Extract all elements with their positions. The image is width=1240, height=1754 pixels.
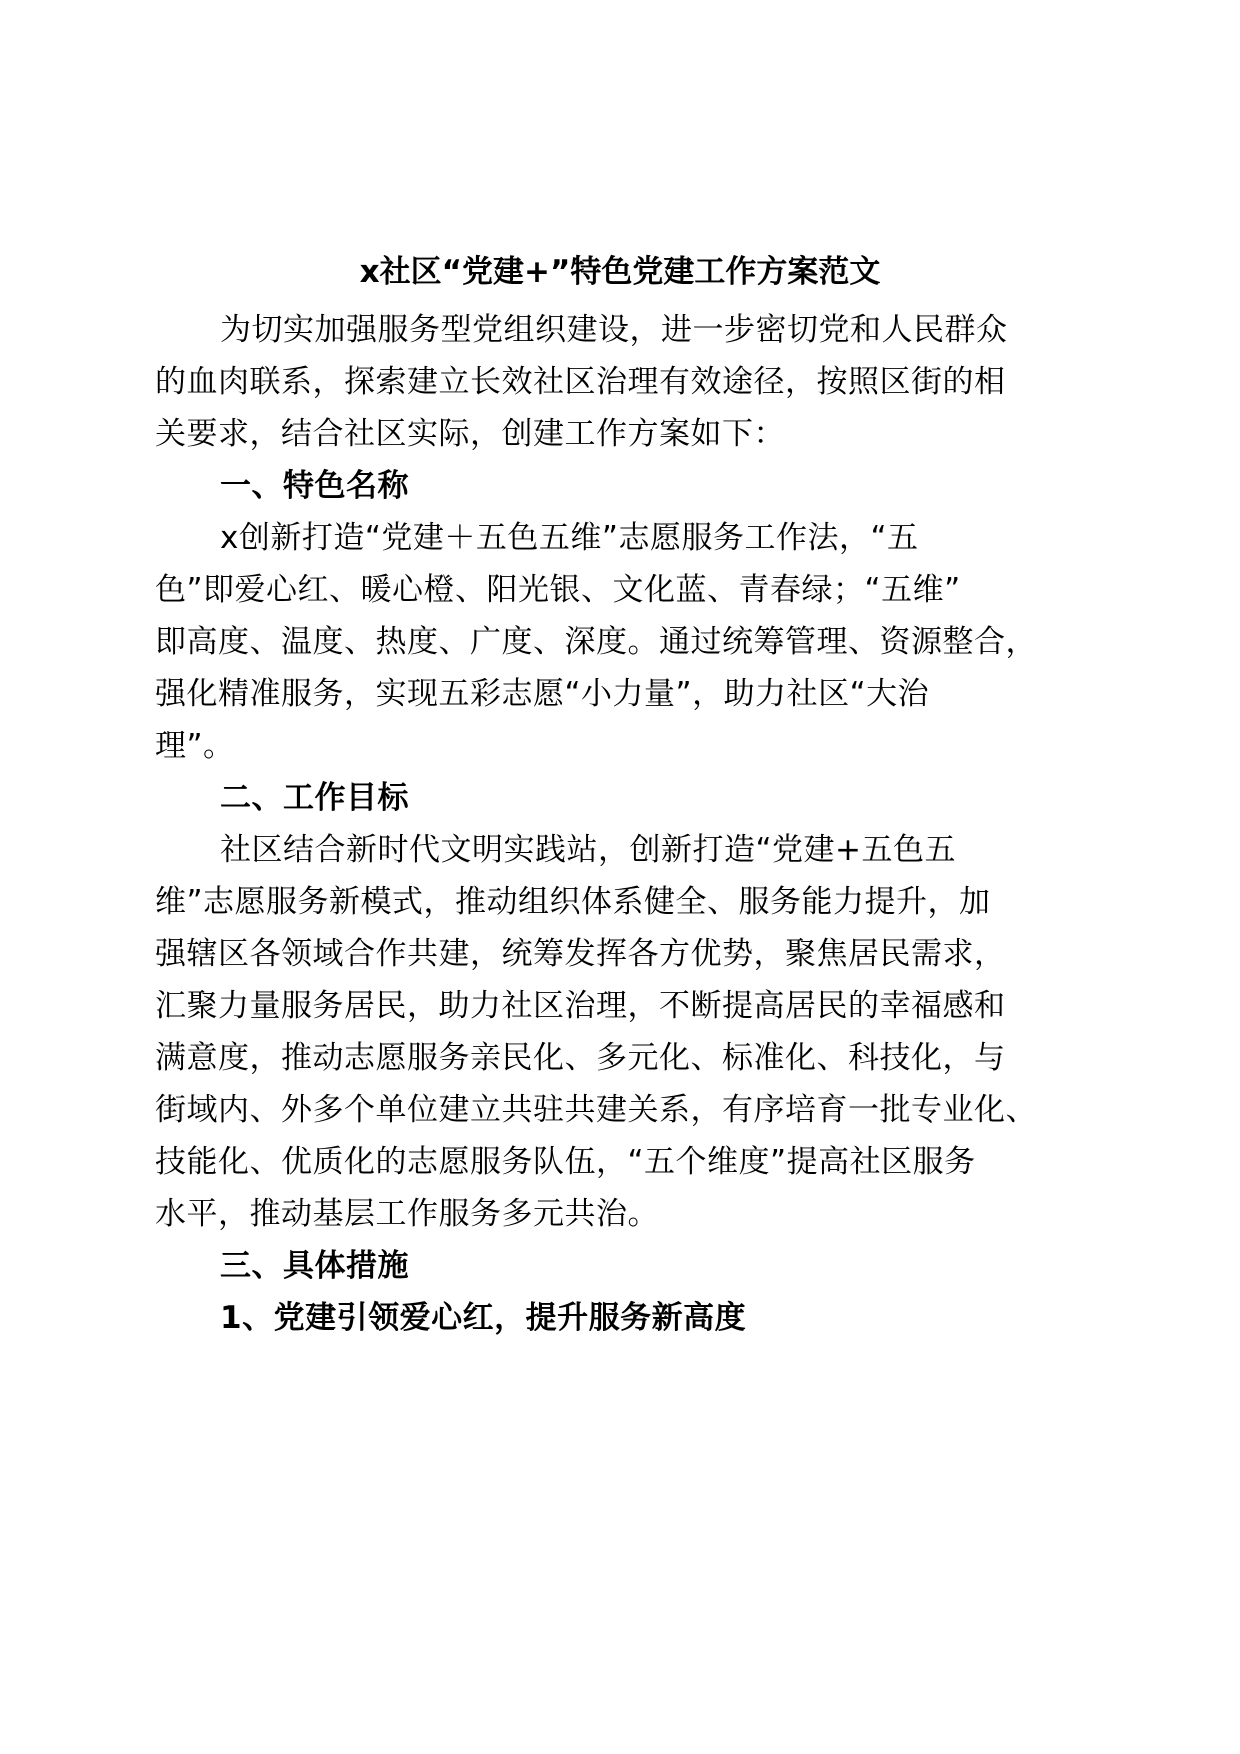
section-2-line-6: 街域内、外多个单位建立共驻共建关系，有序培育一批专业化、 — [155, 1092, 1037, 1128]
section-2-line-5: 满意度，推动志愿服务亲民化、多元化、标准化、科技化，与 — [155, 1040, 1006, 1076]
document-title: x社区“党建+”特色党建工作方案范文 — [359, 254, 881, 290]
intro-line-3: 关要求，结合社区实际，创建工作方案如下： — [155, 416, 785, 452]
section-2-line-2: 维”志愿服务新模式，推动组织体系健全、服务能力提升，加 — [155, 884, 991, 920]
section-3-heading: 三、具体措施 — [220, 1248, 409, 1284]
intro-line-2: 的血肉联系，探索建立长效社区治理有效途径，按照区街的相 — [155, 364, 1006, 400]
section-2-line-1: 社区结合新时代文明实践站，创新打造“党建+五色五 — [220, 832, 957, 868]
section-1-line-4: 强化精准服务，实现五彩志愿“小力量”，助力社区“大治 — [155, 676, 930, 712]
intro-line-1: 为切实加强服务型党组织建设，进一步密切党和人民群众 — [220, 312, 1008, 348]
section-2-line-7: 技能化、优质化的志愿服务队伍，“五个维度”提高社区服务 — [155, 1144, 976, 1180]
section-1-line-2: 色”即爱心红、暖心橙、阳光银、文化蓝、青春绿；“五维” — [155, 572, 961, 608]
section-1-line-3: 即高度、温度、热度、广度、深度。通过统筹管理、资源整合， — [155, 624, 1037, 660]
section-2-heading: 二、工作目标 — [220, 780, 409, 816]
section-2-line-3: 强辖区各领域合作共建，统筹发挥各方优势，聚焦居民需求， — [155, 936, 1006, 972]
section-2-line-4: 汇聚力量服务居民，助力社区治理，不断提高居民的幸福感和 — [155, 988, 1006, 1024]
section-3-subheading-1: 1、党建引领爱心红，提升服务新高度 — [220, 1300, 747, 1336]
section-1-line-5: 理”。 — [155, 728, 235, 764]
section-1-line-1: x创新打造“党建＋五色五维”志愿服务工作法，“五 — [220, 520, 919, 556]
section-1-heading: 一、特色名称 — [220, 468, 409, 504]
section-2-line-8: 水平，推动基层工作服务多元共治。 — [155, 1196, 659, 1232]
